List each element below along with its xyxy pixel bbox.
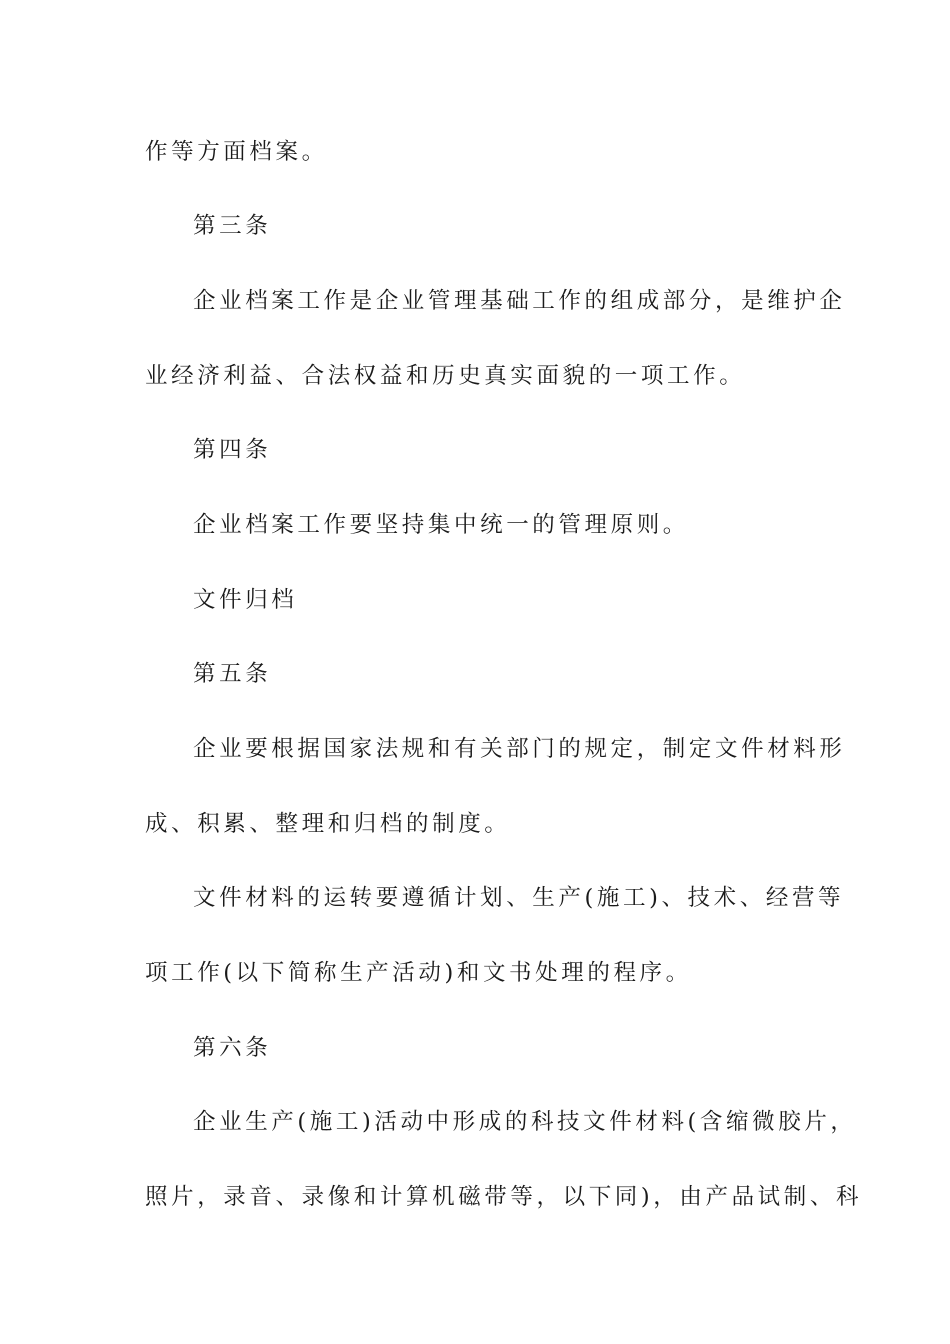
paragraph-line: 文件材料的运转要遵循计划、生产(施工)、技术、经营等 — [193, 885, 845, 911]
paragraph-line: 业经济利益、合法权益和历史真实面貌的一项工作。 — [145, 363, 746, 389]
paragraph-line: 作等方面档案。 — [145, 139, 328, 165]
article-heading: 第四条 — [193, 437, 272, 463]
paragraph-line: 企业档案工作要坚持集中统一的管理原则。 — [193, 512, 689, 538]
paragraph-line: 项工作(以下简称生产活动)和文书处理的程序。 — [145, 960, 692, 986]
article-heading: 第六条 — [193, 1035, 272, 1061]
paragraph-line: 企业生产(施工)活动中形成的科技文件材料(含缩微胶片， — [193, 1109, 857, 1135]
article-heading: 第五条 — [193, 661, 272, 687]
paragraph-line: 企业档案工作是企业管理基础工作的组成部分，是维护企 — [193, 288, 846, 314]
section-heading: 文件归档 — [193, 587, 298, 613]
paragraph-line: 照片，录音、录像和计算机磁带等，以下同)，由产品试制、科 — [145, 1184, 863, 1210]
paragraph-line: 企业要根据国家法规和有关部门的规定，制定文件材料形 — [193, 736, 846, 762]
paragraph-line: 成、积累、整理和归档的制度。 — [145, 811, 511, 837]
article-heading: 第三条 — [193, 213, 272, 239]
